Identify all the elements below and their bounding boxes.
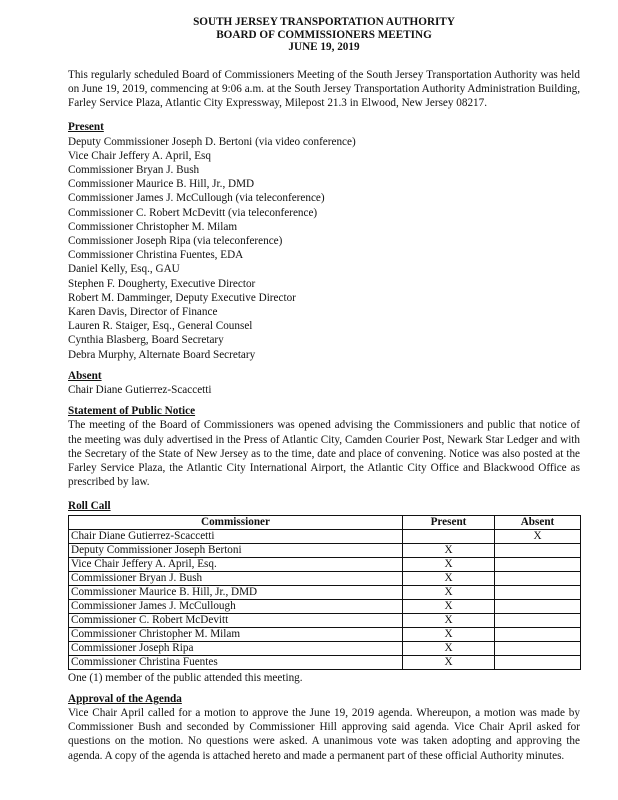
roll-call-table bbox=[68, 515, 581, 670]
table-row bbox=[69, 655, 581, 669]
absent-mark-cell bbox=[495, 641, 581, 655]
table-row bbox=[69, 613, 581, 627]
intro-paragraph: This regularly scheduled Board of Commissioners Meeting of the South Jersey Transportation Authority was held on June 19, 2019, commencing at 9:06 a.m. at the South Jersey Transportation Authority Administration Building, Farley Service Plaza, Atlantic City Expressway, Milepost 21.3 in Elwood, New Jersey 08217. bbox=[68, 68, 580, 110]
commissioner-name-cell: Vice Chair Jeffery A. April, Esq. bbox=[69, 557, 403, 571]
absent-list bbox=[68, 383, 580, 397]
public-attendance-note: One (1) member of the public attended this meeting. bbox=[68, 671, 303, 684]
present-member: Daniel Kelly, Esq., GAU bbox=[68, 263, 180, 276]
present-mark-cell: X bbox=[403, 557, 495, 571]
present-mark-cell: X bbox=[403, 641, 495, 655]
column-header-absent: Absent bbox=[495, 515, 581, 529]
present-member: Lauren R. Staiger, Esq., General Counsel bbox=[68, 320, 253, 333]
commissioner-name-cell: Commissioner Christopher M. Milam bbox=[69, 627, 403, 641]
present-mark-cell: X bbox=[403, 599, 495, 613]
table-row bbox=[69, 557, 581, 571]
roll-call-heading: Roll Call bbox=[68, 500, 111, 513]
absent-mark-cell bbox=[495, 599, 581, 613]
absent-mark-cell bbox=[495, 627, 581, 641]
commissioner-name-cell: Chair Diane Gutierrez-Scaccetti bbox=[69, 529, 403, 543]
present-member: Stephen F. Dougherty, Executive Director bbox=[68, 277, 256, 290]
present-member: Commissioner Joseph Ripa (via teleconference) bbox=[68, 235, 283, 248]
absent-mark-cell bbox=[495, 571, 581, 585]
agenda-text: Vice Chair April called for a motion to approve the June 19, 2019 agenda. Whereupon, a motion was made by Commissioner Bush and seconded by Commissioner Hill approving said agenda. Vice Chair April asked for questions on the motion. No questions were asked. A unanimous vote was taken adopting and approving the agenda. A copy of the agenda is attached hereto and made a permanent part of these official Authority minutes. bbox=[68, 707, 580, 762]
absent-mark-cell bbox=[495, 543, 581, 557]
column-header-present: Present bbox=[403, 515, 495, 529]
absent-mark-cell bbox=[495, 655, 581, 669]
table-row bbox=[69, 571, 581, 585]
table-row bbox=[69, 599, 581, 613]
present-mark-cell: X bbox=[403, 585, 495, 599]
table-header-row bbox=[69, 515, 581, 529]
present-mark-cell: X bbox=[403, 613, 495, 627]
org-title: SOUTH JERSEY TRANSPORTATION AUTHORITY bbox=[193, 16, 455, 28]
agenda-heading: Approval of the Agenda bbox=[68, 692, 182, 705]
commissioner-name-cell: Commissioner C. Robert McDevitt bbox=[69, 613, 403, 627]
present-list bbox=[68, 135, 580, 362]
present-member: Vice Chair Jeffery A. April, Esq bbox=[68, 149, 211, 162]
commissioner-name-cell: Commissioner Bryan J. Bush bbox=[69, 571, 403, 585]
present-mark-cell: X bbox=[403, 627, 495, 641]
present-member: Commissioner Christina Fuentes, EDA bbox=[68, 249, 244, 262]
present-member: Commissioner Christopher M. Milam bbox=[68, 220, 238, 233]
minutes-page bbox=[68, 16, 580, 763]
present-member: Commissioner C. Robert McDevitt (via teleconference) bbox=[68, 206, 318, 219]
present-mark-cell bbox=[403, 529, 495, 543]
present-mark-cell: X bbox=[403, 571, 495, 585]
present-member: Karen Davis, Director of Finance bbox=[68, 306, 218, 319]
public-notice-text: The meeting of the Board of Commissioners was opened advising the Commissioners and public that notice of the meeting was duly advertised in the Press of Atlantic City, Camden Courier Post, Newark Star Ledger and with the Secretary of the State of New Jersey as to the time, date and place of convening. Notice was also posted at the Farley Service Plaza, the Atlantic City International Airport, the Atlantic City Office and Blackwood Office as prescribed by law. bbox=[68, 419, 580, 489]
present-member: Commissioner Bryan J. Bush bbox=[68, 164, 200, 176]
meeting-date: JUNE 19, 2019 bbox=[288, 41, 360, 54]
present-member: Deputy Commissioner Joseph D. Bertoni (via video conference) bbox=[68, 135, 356, 148]
absent-mark-cell bbox=[495, 557, 581, 571]
present-member: Robert M. Damminger, Deputy Executive Director bbox=[68, 291, 296, 304]
commissioner-name-cell: Commissioner Christina Fuentes bbox=[69, 655, 403, 669]
absent-mark-cell bbox=[495, 585, 581, 599]
present-mark-cell: X bbox=[403, 655, 495, 669]
present-member: Commissioner Maurice B. Hill, Jr., DMD bbox=[68, 178, 255, 191]
absent-mark-cell bbox=[495, 613, 581, 627]
table-row bbox=[69, 529, 581, 543]
absent-heading: Absent bbox=[68, 369, 102, 382]
table-row bbox=[69, 627, 581, 641]
public-notice-heading: Statement of Public Notice bbox=[68, 405, 196, 418]
document-header bbox=[68, 16, 580, 54]
absent-member: Chair Diane Gutierrez-Scaccetti bbox=[68, 384, 212, 397]
present-member: Debra Murphy, Alternate Board Secretary bbox=[68, 348, 256, 361]
column-header-commissioner: Commissioner bbox=[69, 515, 403, 529]
table-row bbox=[69, 585, 581, 599]
absent-mark-cell: X bbox=[495, 529, 581, 543]
commissioner-name-cell: Commissioner James J. McCullough bbox=[69, 599, 403, 613]
present-heading: Present bbox=[68, 121, 104, 134]
present-member: Cynthia Blasberg, Board Secretary bbox=[68, 334, 224, 347]
commissioner-name-cell: Commissioner Maurice B. Hill, Jr., DMD bbox=[69, 585, 403, 599]
commissioner-name-cell: Deputy Commissioner Joseph Bertoni bbox=[69, 543, 403, 557]
commissioner-name-cell: Commissioner Joseph Ripa bbox=[69, 641, 403, 655]
table-row bbox=[69, 543, 581, 557]
meeting-title: BOARD OF COMMISSIONERS MEETING bbox=[216, 28, 432, 41]
table-row bbox=[69, 641, 581, 655]
present-mark-cell: X bbox=[403, 543, 495, 557]
present-member: Commissioner James J. McCullough (via teleconference) bbox=[68, 192, 325, 205]
